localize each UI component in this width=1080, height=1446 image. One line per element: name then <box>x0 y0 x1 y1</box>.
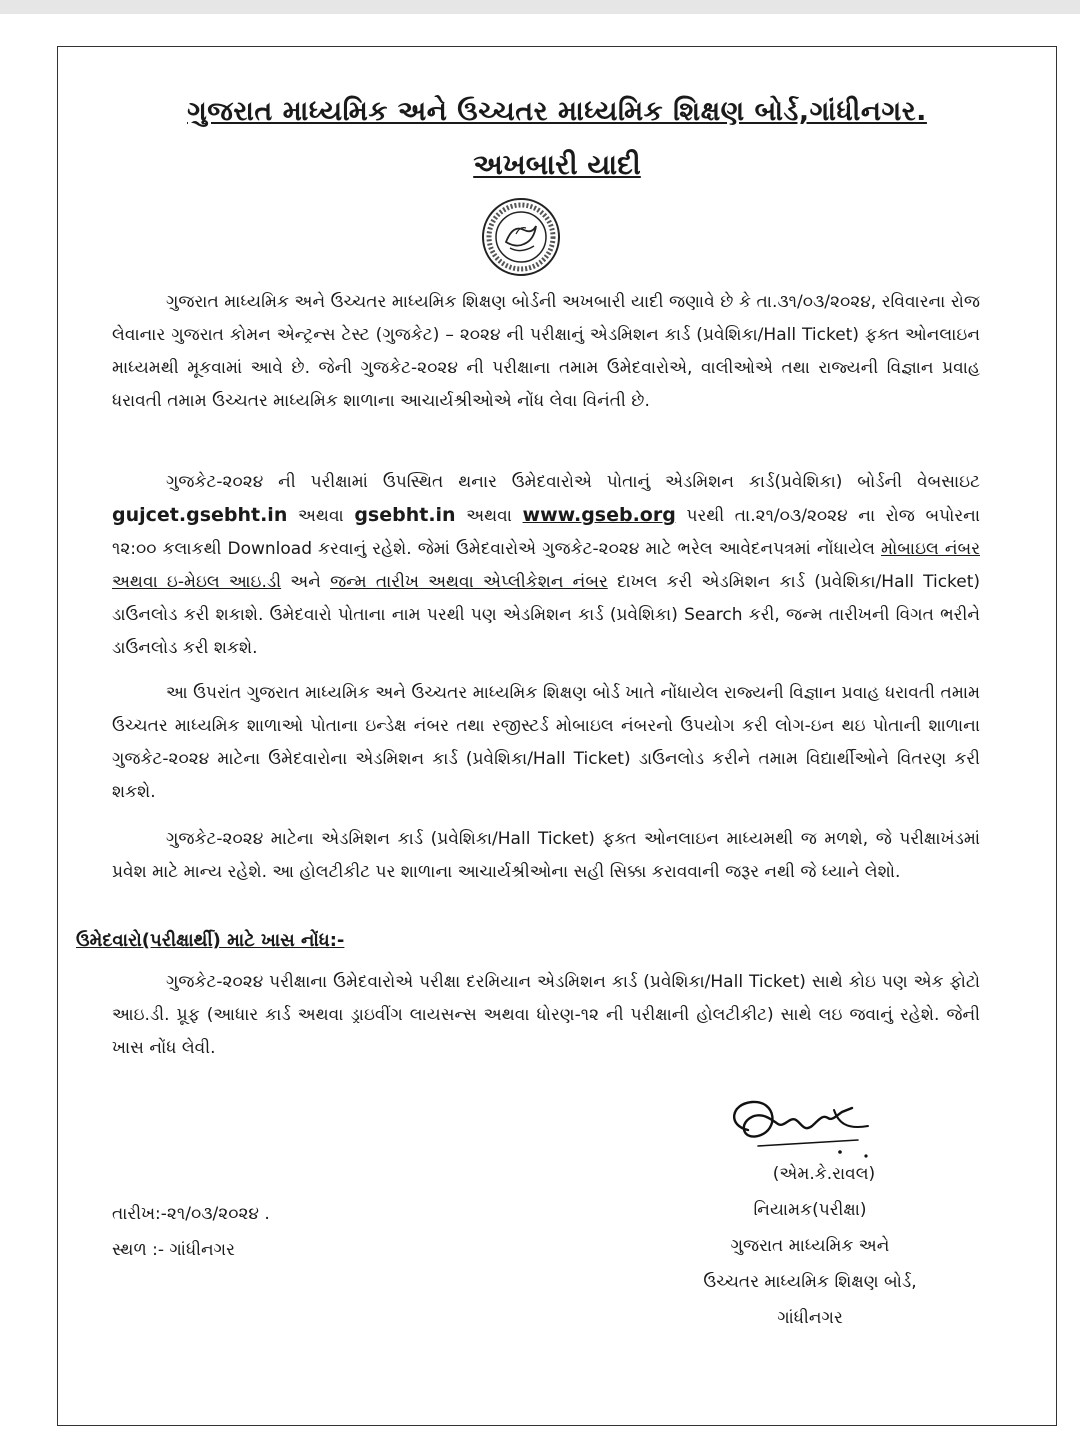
issue-date: તારીખ:-૨૧/૦૩/૨૦૨૪ . <box>112 1204 270 1224</box>
paragraph-special-note-text: ગુજકેટ-૨૦૨૪ પરીક્ષાના ઉમેદવારોએ પરીક્ષા દરમિયાન એડમિશન કાર્ડ (પ્રવેશિકા/Hall Ticket) સાથે કોઇ પણ એક ફોટો આઇ.ડી. પ્રૂફ (આધાર કાર્ડ અથવા ડ્રાઇવીંગ લાયસન્સ અથવા ધોરણ-૧૨ ની પરીક્ષાની હોલટીકીટ) સાથે લઇ જવાનું રહેશે. જેની ખાસ નોંધ લેવી. <box>112 972 980 1058</box>
signatory-designation: નિયામક(પરીક્ષા) <box>753 1200 867 1220</box>
date-place-block <box>112 1196 270 1268</box>
scan-top-band <box>0 0 1080 14</box>
special-note-heading: ઉમેદવારો(પરીક્ષાર્થી) માટે ખાસ નોંધ:- <box>76 930 345 951</box>
paragraph-download-text-a: ગુજકેટ-૨૦૨૪ ની પરીક્ષામાં ઉપસ્થિત થનાર ઉમેદવારોએ પોતાનું એડમિશન કાર્ડ(પ્રવેશિકા) બોર્ડની વેબસાઇટ <box>166 472 980 492</box>
or-text: અથવા <box>466 506 512 526</box>
signatory-org-line1: ગુજરાત માધ્યમિક અને <box>730 1236 890 1256</box>
board-title: ગુજરાત માધ્યમિક અને ઉચ્ચતર માધ્યમિક શિક્ષણ બોર્ડ,ગાંધીનગર. <box>187 96 927 127</box>
paragraph-schools <box>112 677 980 809</box>
signatory-block <box>650 1156 970 1336</box>
press-release-title: અખબારી યાદી <box>473 148 641 181</box>
signatory-name: (એમ.કે.રાવલ) <box>772 1164 876 1184</box>
website-link-gujcet[interactable]: gujcet.gsebht.in <box>112 504 288 526</box>
board-seal-icon <box>480 196 562 278</box>
website-link-gsebht[interactable]: gsebht.in <box>354 504 456 526</box>
signatory-org-line2: ઉચ્ચતર માધ્યમિક શિક્ષણ બોર્ડ, <box>703 1272 917 1292</box>
mobile-email-underlined: મોબાઇલ નંબર અથવા ઇ-મેઇલ આઇ.ડી <box>112 539 980 592</box>
and-text: અને <box>290 572 321 592</box>
paragraph-validity <box>112 823 980 889</box>
or-text: અથવા <box>297 506 344 526</box>
paragraph-intro <box>112 286 980 418</box>
paragraph-download <box>112 466 980 665</box>
paragraph-download-text-b: પરથી તા.૨૧/૦૩/૨૦૨૪ ના રોજ બપોરના ૧૨:૦૦ કલાકથી Download કરવાનું રહેશે. જેમાં ઉમેદવારોએ ગુજકેટ-૨૦૨૪ માટે ભરેલ આવેદનપત્રમાં નોંધાયેલ <box>112 506 980 559</box>
signatory-city: ગાંધીનગર <box>777 1308 843 1328</box>
paragraph-download-text-c: દાખલ કરી એડમિશન કાર્ડ (પ્રવેશિકા/Hall Ticket) ડાઉનલોડ કરી શકાશે. ઉમેદવારો પોતાના નામ પરથી પણ એડમિશન કાર્ડ (પ્રવેશિકા) Search કરી, જન્મ તારીખની વિગત ભરીને ડાઉનલોડ કરી શકશે. <box>112 572 981 658</box>
paragraph-validity-text: ગુજકેટ-૨૦૨૪ માટેના એડમિશન કાર્ડ (પ્રવેશિકા/Hall Ticket) ફક્ત ઓનલાઇન માધ્યમથી જ મળશે, જે પરીક્ષાખંડમાં પ્રવેશ માટે માન્ય રહેશે. આ હોલટીકીટ પર શાળાના આચાર્યશ્રીઓના સહી સિક્કા કરાવવાની જરૂર નથી જે ધ્યાને લેશો. <box>112 829 980 882</box>
dob-application-underlined: જન્મ તારીખ અથવા એપ્લીકેશન નંબર <box>330 572 608 592</box>
paragraph-intro-text: ગુજરાત માધ્યમિક અને ઉચ્ચતર માધ્યમિક શિક્ષણ બોર્ડની અખબારી યાદી જણાવે છે કે તા.૩૧/૦૩/૨૦૨૪, રવિવારના રોજ લેવાનાર ગુજરાત કોમન એન્ટ્રન્સ ટેસ્ટ (ગુજકેટ) – ૨૦૨૪ ની પરીક્ષાનું એડમિશન કાર્ડ (પ્રવેશિકા/Hall Ticket) ફક્ત ઓનલાઇન માધ્યમથી મૂકવામાં આવે છે. જેની ગુજકેટ-૨૦૨૪ ની પરીક્ષાના તમામ ઉમેદવારોએ, વાલીઓએ તથા રાજ્યની વિજ્ઞાન પ્રવાહ ધરાવતી તમામ ઉચ્ચતર માધ્યમિક શાળાના આચાર્યશ્રીઓએ નોંધ લેવા વિનંતી છે. <box>112 292 980 411</box>
paragraph-special-note <box>112 966 980 1065</box>
paragraph-schools-text: આ ઉપરાંત ગુજરાત માધ્યમિક અને ઉચ્ચતર માધ્યમિક શિક્ષણ બોર્ડ ખાતે નોંધાયેલ રાજ્યની વિજ્ઞાન પ્રવાહ ધરાવતી તમામ ઉચ્ચતર માધ્યમિક શાળાઓ પોતાના ઇન્ડેક્ષ નંબર તથા રજીસ્ટર્ડ મોબાઇલ નંબરનો ઉપયોગ કરી લોગ-ઇન થઇ પોતાની શાળાના ગુજકેટ-૨૦૨૪ માટેના ઉમેદવારોના એડમિશન કાર્ડ (પ્રવેશિકા/Hall Ticket) ડાઉનલોડ કરીને તમામ વિદ્યાર્થીઓને વિતરણ કરી શકશે. <box>112 683 980 802</box>
website-link-gseb[interactable]: www.gseb.org <box>522 504 676 526</box>
issue-place: સ્થળ :- ગાંધીનગર <box>112 1240 235 1260</box>
